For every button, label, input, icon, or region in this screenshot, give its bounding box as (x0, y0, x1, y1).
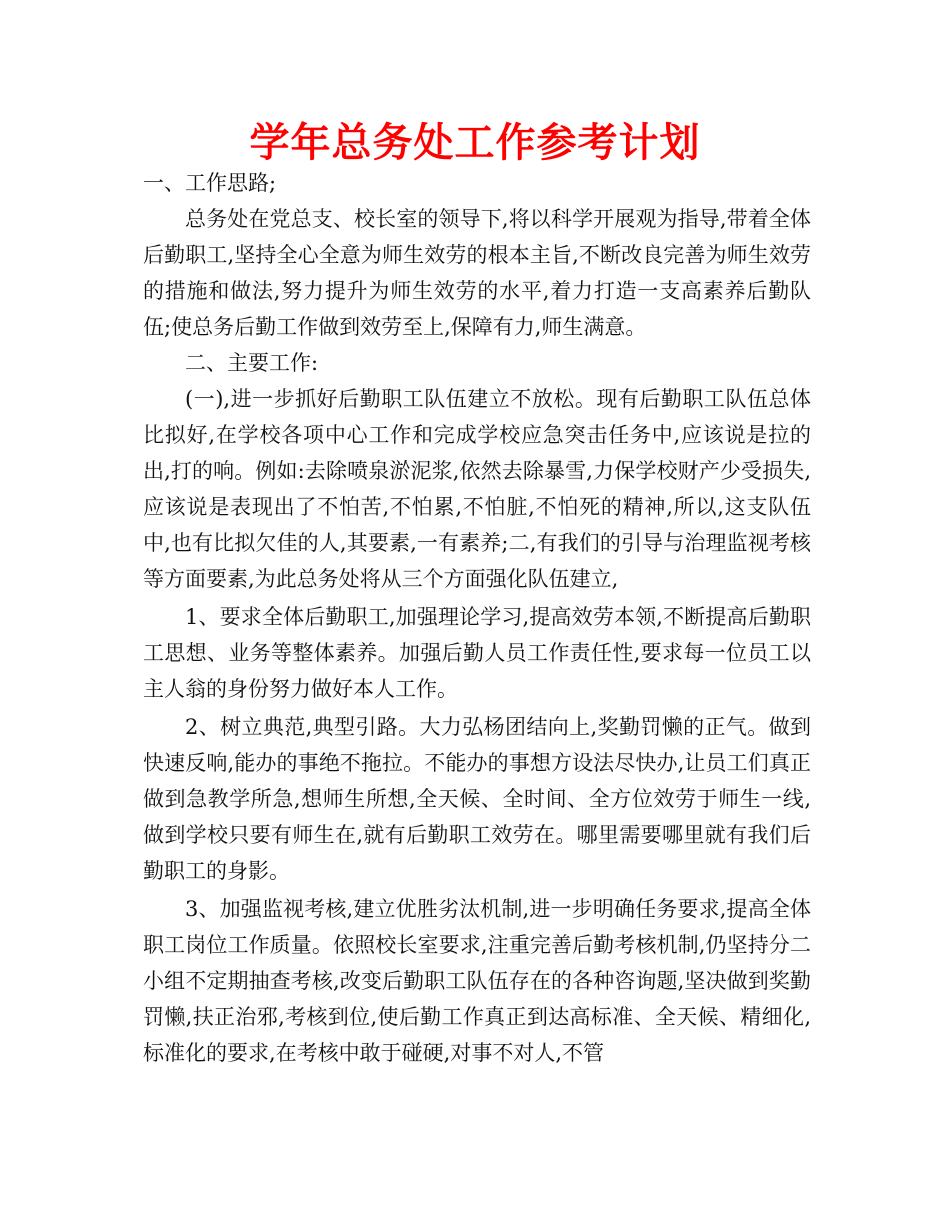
paragraph-item-3: 3、加强监视考核,建立优胜劣汰机制,进一步明确任务要求,提高全体职工岗位工作质量。依照校长室要求,注重完善后勤考核机制,仍坚持分二小组不定期抽查考核,改变后勤职工队伍存在的各种咨询题,坚决做到奖勤罚懒,扶正治邪,考核到位,使后勤工作真正到达高标准、全天候、精细化,标准化的要求,在考核中敢于碰硬,对事不对人,不管 (143, 897, 811, 1065)
paragraph-team-building: (一),进一步抓好后勤职工队伍建立不放松。现有后勤职工队伍总体比拟好,在学校各项中心工作和完成学校应急突击任务中,应该说是拉的出,打的响。例如:去除喷泉淤泥浆,依然去除暴雪,力保学校财产少受损失,应该说是表现出了不怕苦,不怕累,不怕脏,不怕死的精神,所以,这支队伍中,也有比拟欠佳的人,其要素,一有素养;二,有我们的引导与治理监视考核等方面要素,为此总务处将从三个方面强化队伍建立, (143, 387, 811, 591)
paragraph-approach: 总务处在党总支、校长室的领导下,将以科学开展观为指导,带着全体后勤职工,坚持全心全意为师生效劳的根本主旨,不断改良完善为师生效劳的措施和做法,努力提升为师生效劳的水平,着力打造一支高素养后勤队伍;使总务后勤工作做到效劳至上,保障有力,师生满意。 (143, 207, 811, 339)
section-heading-approach: 一、工作思路; (143, 171, 277, 195)
paragraph-item-1: 1、要求全体后勤职工,加强理论学习,提高效劳本领,不断提高后勤职工思想、业务等整体素养。加强后勤人员工作责任性,要求每一位员工以主人翁的身份努力做好本人工作。 (143, 605, 811, 701)
document-body (143, 165, 811, 1071)
paragraph-item-2: 2、树立典范,典型引路。大力弘杨团结向上,奖勤罚懒的正气。做到快速反响,能办的事绝不拖拉。不能办的事想方设法尽快办,让员工们真正做到急教学所急,想师生所想,全天候、全时间、全方位效劳于师生一线,做到学校只要有师生在,就有后勤职工效劳在。哪里需要哪里就有我们后勤职工的身影。 (143, 715, 811, 883)
document-title: 学年总务处工作参考计划 (249, 120, 701, 166)
section-heading-main-work: 二、主要工作: (185, 351, 319, 375)
